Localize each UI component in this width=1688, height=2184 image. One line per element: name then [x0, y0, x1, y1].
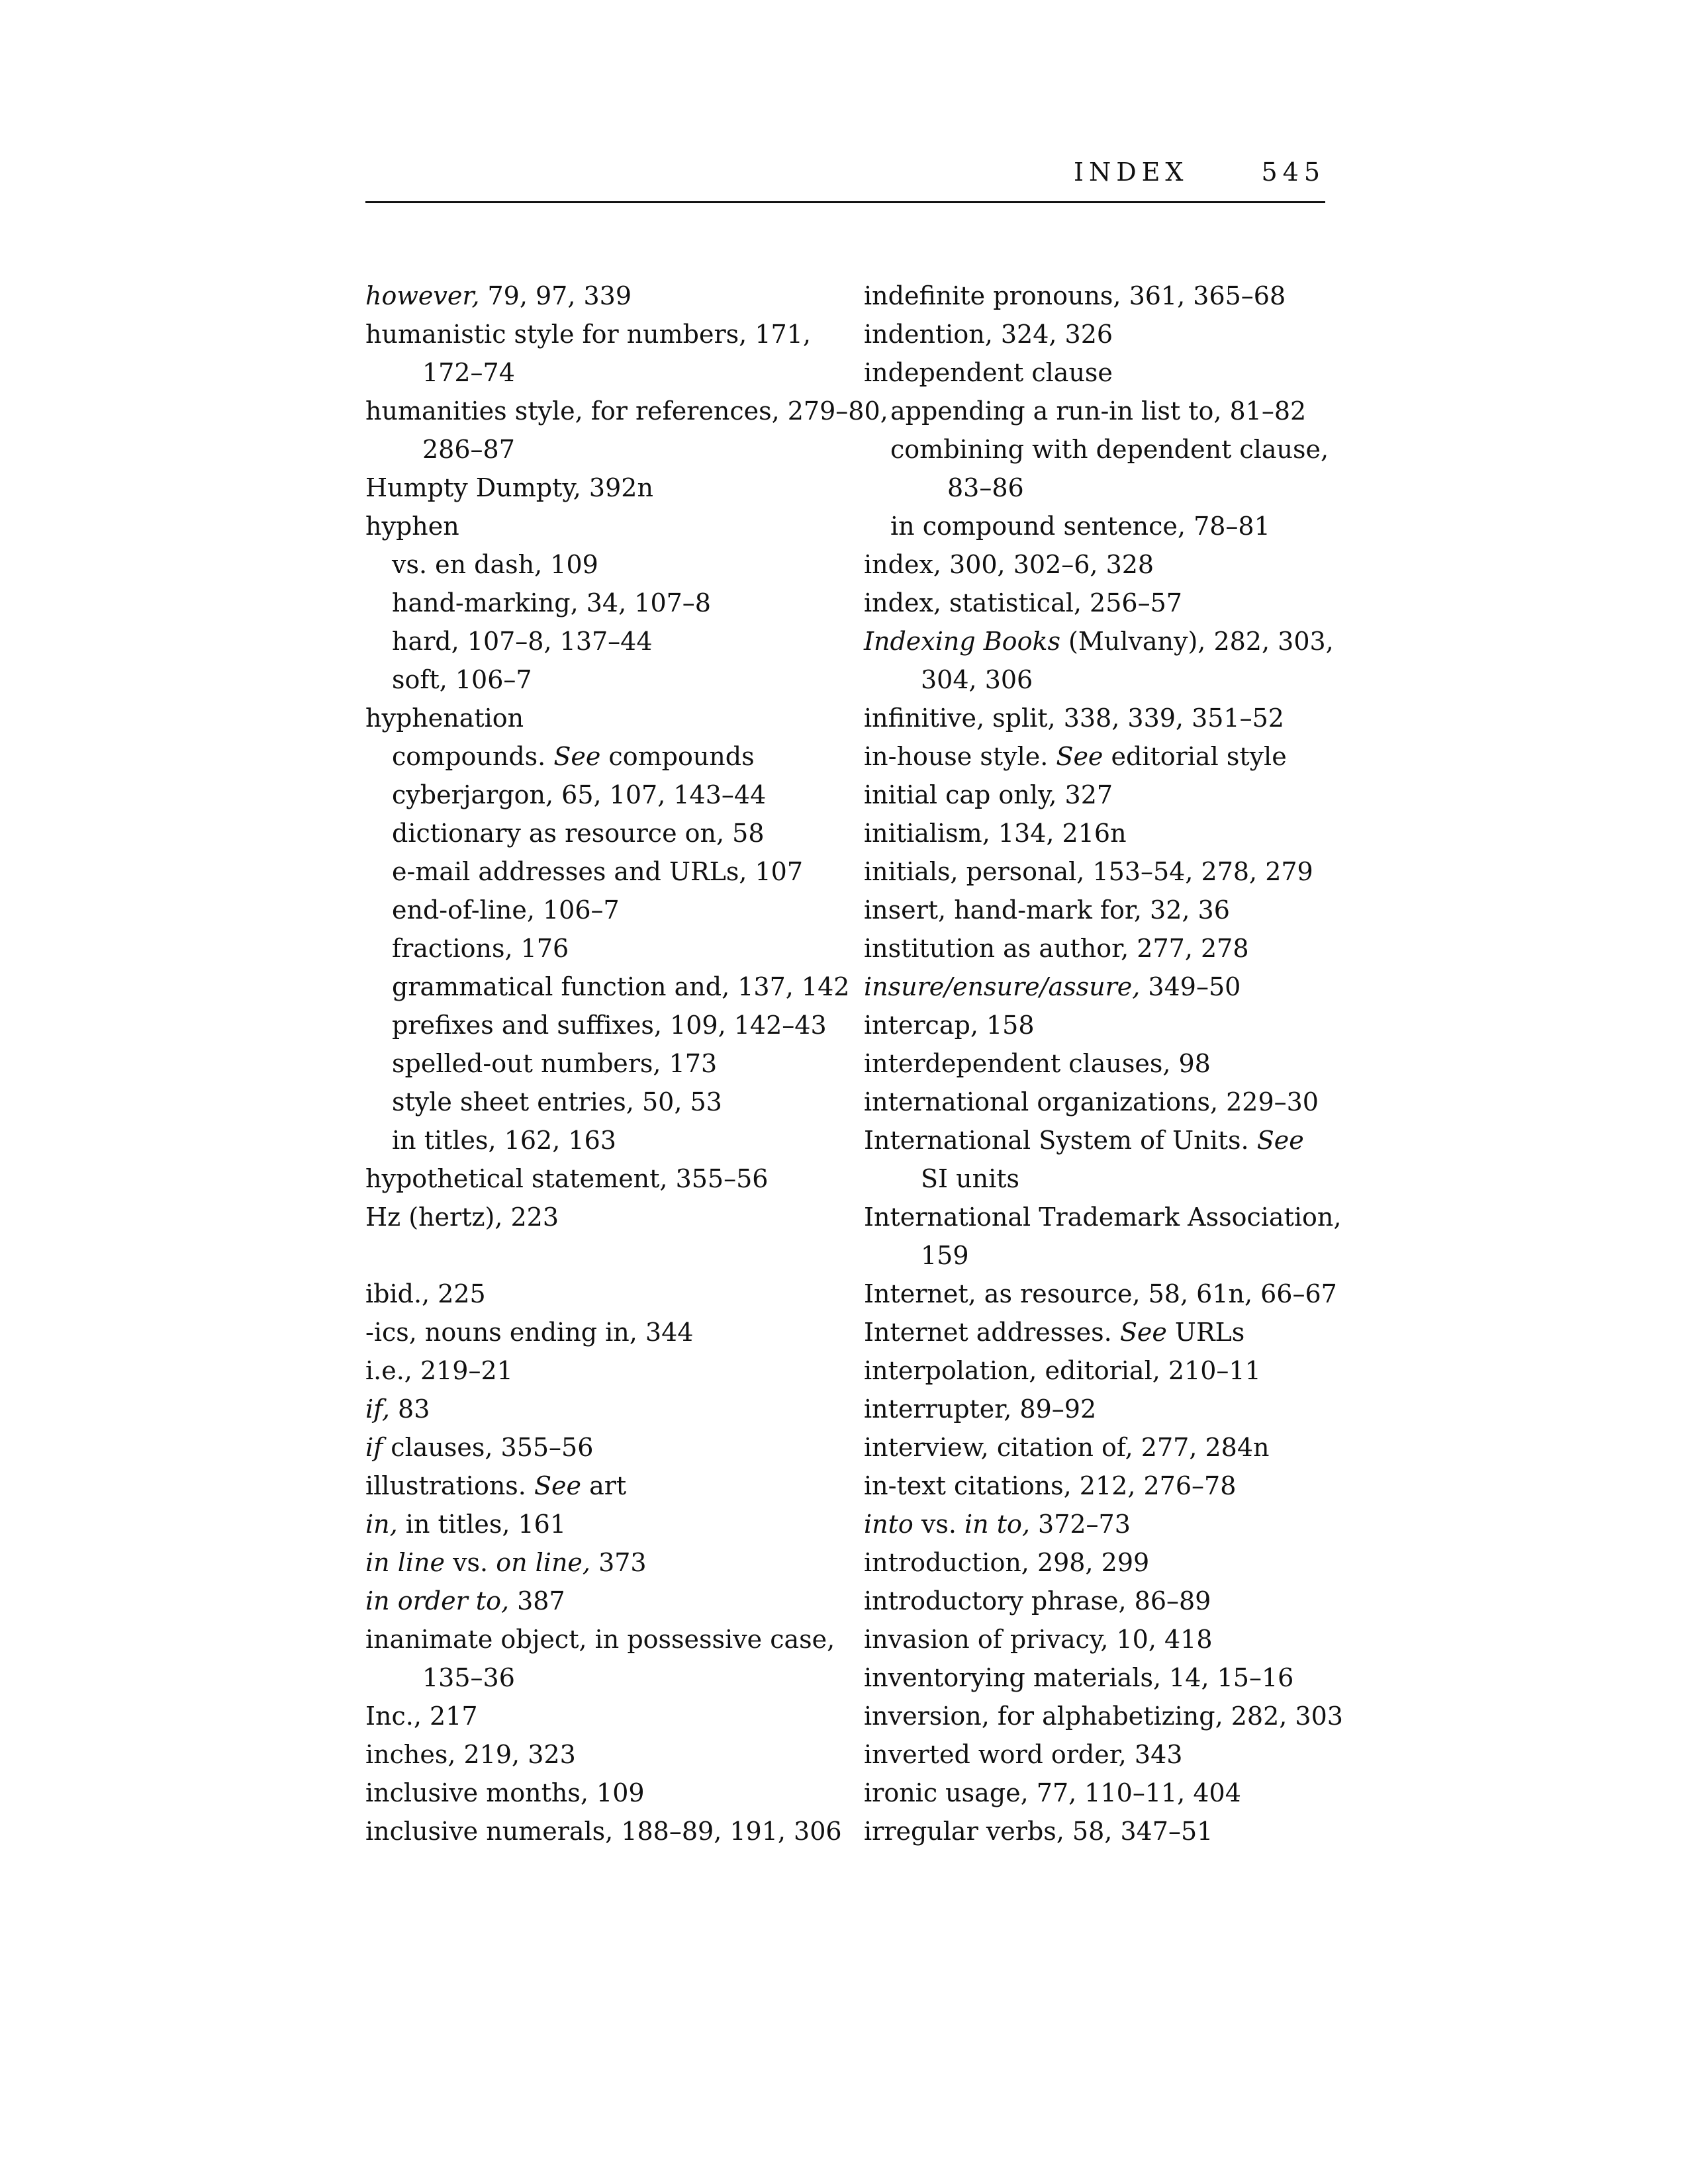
index-subentry	[365, 776, 829, 814]
index-entry	[365, 507, 829, 545]
entry-text: indefinite pronouns, 361, 365–68	[864, 281, 1286, 310]
entry-text: interrupter, 89–92	[864, 1394, 1097, 1424]
entry-text: (Mulvany), 282, 303,	[1060, 627, 1334, 656]
entry-text: inventorying materials, 14, 15–16	[864, 1663, 1294, 1692]
index-column-left	[365, 277, 888, 1850]
index-entry	[864, 1121, 1340, 1198]
entry-text: art	[581, 1471, 627, 1500]
entry-text: inverted word order, 343	[864, 1740, 1183, 1769]
index-subentry	[365, 622, 829, 660]
entry-continuation: 83–86	[947, 473, 1024, 502]
index-entry	[365, 1620, 835, 1697]
entry-text: interpolation, editorial, 210–11	[864, 1356, 1261, 1385]
index-entry	[365, 277, 829, 315]
index-entry	[864, 1659, 1340, 1697]
entry-text: editorial style	[1103, 742, 1287, 771]
entry-text-italic: See	[1119, 1318, 1167, 1347]
index-entry	[365, 1543, 829, 1582]
entry-text: Hz (hertz), 223	[365, 1203, 559, 1232]
entry-text: -ics, nouns ending in, 344	[365, 1318, 694, 1347]
entry-text: e-mail addresses and URLs, 107	[392, 857, 804, 886]
entry-text: hard, 107–8, 137–44	[392, 627, 653, 656]
entry-text-italic: on line,	[496, 1548, 590, 1577]
entry-text: irregular verbs, 58, 347–51	[864, 1817, 1213, 1846]
entry-text-italic: into	[864, 1510, 914, 1539]
entry-text: in titles, 161	[397, 1510, 567, 1539]
entry-text: inanimate object, in possessive case,	[365, 1625, 835, 1654]
entry-text-italic: in order to,	[365, 1586, 510, 1615]
index-entry	[365, 1697, 829, 1735]
entry-text: vs.	[444, 1548, 496, 1577]
entry-text: style sheet entries, 50, 53	[392, 1087, 722, 1116]
entry-text: dictionary as resource on, 58	[392, 819, 765, 848]
entry-text-italic: in line	[365, 1548, 445, 1577]
index-entry	[864, 968, 1340, 1006]
index-subentry	[365, 891, 829, 929]
index-entry	[864, 1735, 1340, 1774]
entry-text: 79, 97, 339	[479, 281, 632, 310]
entry-text: vs. en dash, 109	[392, 550, 598, 579]
entry-text: index, 300, 302–6, 328	[864, 550, 1154, 579]
entry-text: Internet, as resource, 58, 61n, 66–67	[864, 1279, 1337, 1308]
entry-text: i.e., 219–21	[365, 1356, 513, 1385]
index-entry	[365, 1582, 829, 1620]
index-entry	[864, 1774, 1340, 1812]
index-entry	[864, 1697, 1343, 1735]
index-subentry	[864, 392, 1340, 430]
entry-text: inclusive months, 109	[365, 1778, 645, 1807]
entry-text-italic: See	[1256, 1126, 1304, 1155]
index-subentry	[365, 1121, 829, 1160]
index-entry	[864, 315, 1340, 353]
index-entry	[864, 699, 1340, 737]
entry-continuation: 304, 306	[921, 665, 1033, 694]
entry-text: interview, citation of, 277, 284n	[864, 1433, 1270, 1462]
index-entry	[365, 1812, 842, 1850]
entry-continuation: SI units	[921, 1164, 1019, 1193]
index-subentry	[365, 1006, 829, 1044]
entry-text: hyphenation	[365, 704, 524, 733]
entry-text: independent clause	[864, 358, 1113, 387]
entry-text: humanistic style for numbers, 171,	[365, 320, 811, 349]
index-entry	[864, 1044, 1340, 1083]
entry-text: 372–73	[1029, 1510, 1131, 1539]
entry-text-italic: See	[553, 742, 601, 771]
index-entry	[864, 1006, 1340, 1044]
index-entry	[864, 1083, 1340, 1121]
entry-text: insert, hand-mark for, 32, 36	[864, 895, 1230, 925]
entry-text: compounds.	[392, 742, 554, 771]
letter-group-gap	[365, 1236, 829, 1275]
entry-text: 349–50	[1140, 972, 1241, 1001]
entry-text: in compound sentence, 78–81	[890, 512, 1270, 541]
index-entry	[365, 1351, 829, 1390]
entry-text-italic: Indexing Books	[864, 627, 1060, 656]
entry-continuation: 135–36	[422, 1663, 515, 1692]
entry-text: in-house style.	[864, 742, 1056, 771]
index-entry	[864, 1467, 1340, 1505]
index-entry	[864, 1543, 1340, 1582]
entry-text: index, statistical, 256–57	[864, 588, 1182, 617]
index-subentry	[365, 737, 829, 776]
index-entry	[864, 1351, 1340, 1390]
index-entry	[864, 1275, 1340, 1313]
entry-text-italic: See	[1056, 742, 1103, 771]
index-entry	[864, 1812, 1340, 1850]
page-number: 545	[1261, 158, 1325, 187]
entry-text: International Trademark Association,	[864, 1203, 1342, 1232]
entry-text-italic: See	[534, 1471, 581, 1500]
index-subentry	[365, 1083, 829, 1121]
entry-text: spelled-out numbers, 173	[392, 1049, 718, 1078]
index-subentry	[365, 1044, 829, 1083]
index-entry	[864, 929, 1340, 968]
entry-text-italic: in to,	[964, 1510, 1030, 1539]
entry-text: 83	[389, 1394, 430, 1424]
index-subentry	[365, 852, 829, 891]
entry-text: initials, personal, 153–54, 278, 279	[864, 857, 1313, 886]
index-entry	[365, 469, 829, 507]
entry-continuation: 159	[921, 1241, 969, 1270]
index-entry	[365, 1428, 829, 1467]
entry-text: indention, 324, 326	[864, 320, 1113, 349]
index-entry	[365, 1313, 829, 1351]
index-entry	[864, 1198, 1340, 1275]
entry-text: combining with dependent clause,	[890, 435, 1329, 464]
entry-text: appending a run-in list to, 81–82	[890, 396, 1307, 426]
entry-text: invasion of privacy, 10, 418	[864, 1625, 1213, 1654]
index-entry	[864, 1505, 1340, 1543]
entry-continuation: 286–87	[422, 435, 515, 464]
entry-text: in-text citations, 212, 276–78	[864, 1471, 1237, 1500]
index-entry	[864, 622, 1340, 699]
entry-text: interdependent clauses, 98	[864, 1049, 1211, 1078]
entry-text: fractions, 176	[392, 934, 569, 963]
index-entry	[365, 1467, 829, 1505]
entry-text: infinitive, split, 338, 339, 351–52	[864, 704, 1284, 733]
entry-text: intercap, 158	[864, 1011, 1035, 1040]
entry-text: introductory phrase, 86–89	[864, 1586, 1211, 1615]
entry-continuation: 172–74	[422, 358, 515, 387]
header-rule	[365, 201, 1325, 203]
index-entry	[864, 545, 1340, 584]
index-entry	[365, 699, 829, 737]
running-head-title: INDEX	[1073, 158, 1189, 187]
index-subentry	[864, 507, 1340, 545]
index-entry	[864, 737, 1340, 776]
running-head	[365, 158, 1325, 187]
entry-text: clauses, 355–56	[383, 1433, 594, 1462]
index-subentry	[365, 929, 829, 968]
index-entry	[864, 584, 1340, 622]
entry-text: ironic usage, 77, 110–11, 404	[864, 1778, 1241, 1807]
index-subentry	[365, 814, 829, 852]
entry-text: ibid., 225	[365, 1279, 486, 1308]
entry-text: grammatical function and, 137, 142	[392, 972, 850, 1001]
index-entry	[365, 392, 888, 469]
index-entry	[365, 1275, 829, 1313]
entry-text: international organizations, 229–30	[864, 1087, 1319, 1116]
entry-text: initial cap only, 327	[864, 780, 1113, 809]
index-entry	[365, 1198, 829, 1236]
index-entry	[365, 315, 829, 392]
entry-text: prefixes and suffixes, 109, 142–43	[392, 1011, 827, 1040]
entry-text: initialism, 134, 216n	[864, 819, 1127, 848]
entry-text-italic: insure/ensure/assure,	[864, 972, 1141, 1001]
index-subentry	[365, 660, 829, 699]
entry-text: institution as author, 277, 278	[864, 934, 1249, 963]
entry-text: hand-marking, 34, 107–8	[392, 588, 711, 617]
index-entry	[864, 891, 1340, 929]
entry-text: hyphen	[365, 512, 459, 541]
entry-text: inclusive numerals, 188–89, 191, 306	[365, 1817, 842, 1846]
index-entry	[864, 1390, 1340, 1428]
entry-text: compounds	[600, 742, 755, 771]
index-subentry	[365, 968, 850, 1006]
index-subentry	[365, 584, 829, 622]
index-entry	[365, 1160, 829, 1198]
index-subentry	[365, 545, 829, 584]
entry-text: in titles, 162, 163	[392, 1126, 616, 1155]
index-entry	[365, 1505, 829, 1543]
entry-text: Internet addresses.	[864, 1318, 1120, 1347]
entry-text: URLs	[1166, 1318, 1245, 1347]
index-entry	[864, 776, 1340, 814]
index-entry	[365, 1735, 829, 1774]
entry-text: hypothetical statement, 355–56	[365, 1164, 769, 1193]
index-subentry	[864, 430, 1340, 507]
entry-text-italic: if,	[365, 1394, 390, 1424]
entry-text: humanities style, for references, 279–80,	[365, 396, 888, 426]
entry-text: soft, 106–7	[392, 665, 532, 694]
entry-text-italic: in,	[365, 1510, 398, 1539]
entry-text: Humpty Dumpty, 392n	[365, 473, 653, 502]
index-entry	[864, 1428, 1340, 1467]
index-entry	[864, 277, 1340, 315]
index-entry	[864, 353, 1340, 392]
entry-text: illustrations.	[365, 1471, 534, 1500]
entry-text: inversion, for alphabetizing, 282, 303	[864, 1702, 1343, 1731]
entry-text: 373	[590, 1548, 647, 1577]
entry-text: 387	[509, 1586, 565, 1615]
index-entry	[864, 814, 1340, 852]
entry-text: end-of-line, 106–7	[392, 895, 620, 925]
entry-text: introduction, 298, 299	[864, 1548, 1150, 1577]
index-column-right	[864, 277, 1343, 1850]
index-entry	[365, 1390, 829, 1428]
entry-text-italic: if	[365, 1433, 383, 1462]
entry-text: vs.	[913, 1510, 964, 1539]
index-entry	[864, 1313, 1340, 1351]
index-entry	[365, 1774, 829, 1812]
entry-text: Inc., 217	[365, 1702, 478, 1731]
index-entry	[864, 1620, 1340, 1659]
entry-text: cyberjargon, 65, 107, 143–44	[392, 780, 767, 809]
entry-text: International System of Units.	[864, 1126, 1257, 1155]
entry-text: inches, 219, 323	[365, 1740, 576, 1769]
index-entry	[864, 1582, 1340, 1620]
entry-text-italic: however,	[365, 281, 480, 310]
index-entry	[864, 852, 1340, 891]
